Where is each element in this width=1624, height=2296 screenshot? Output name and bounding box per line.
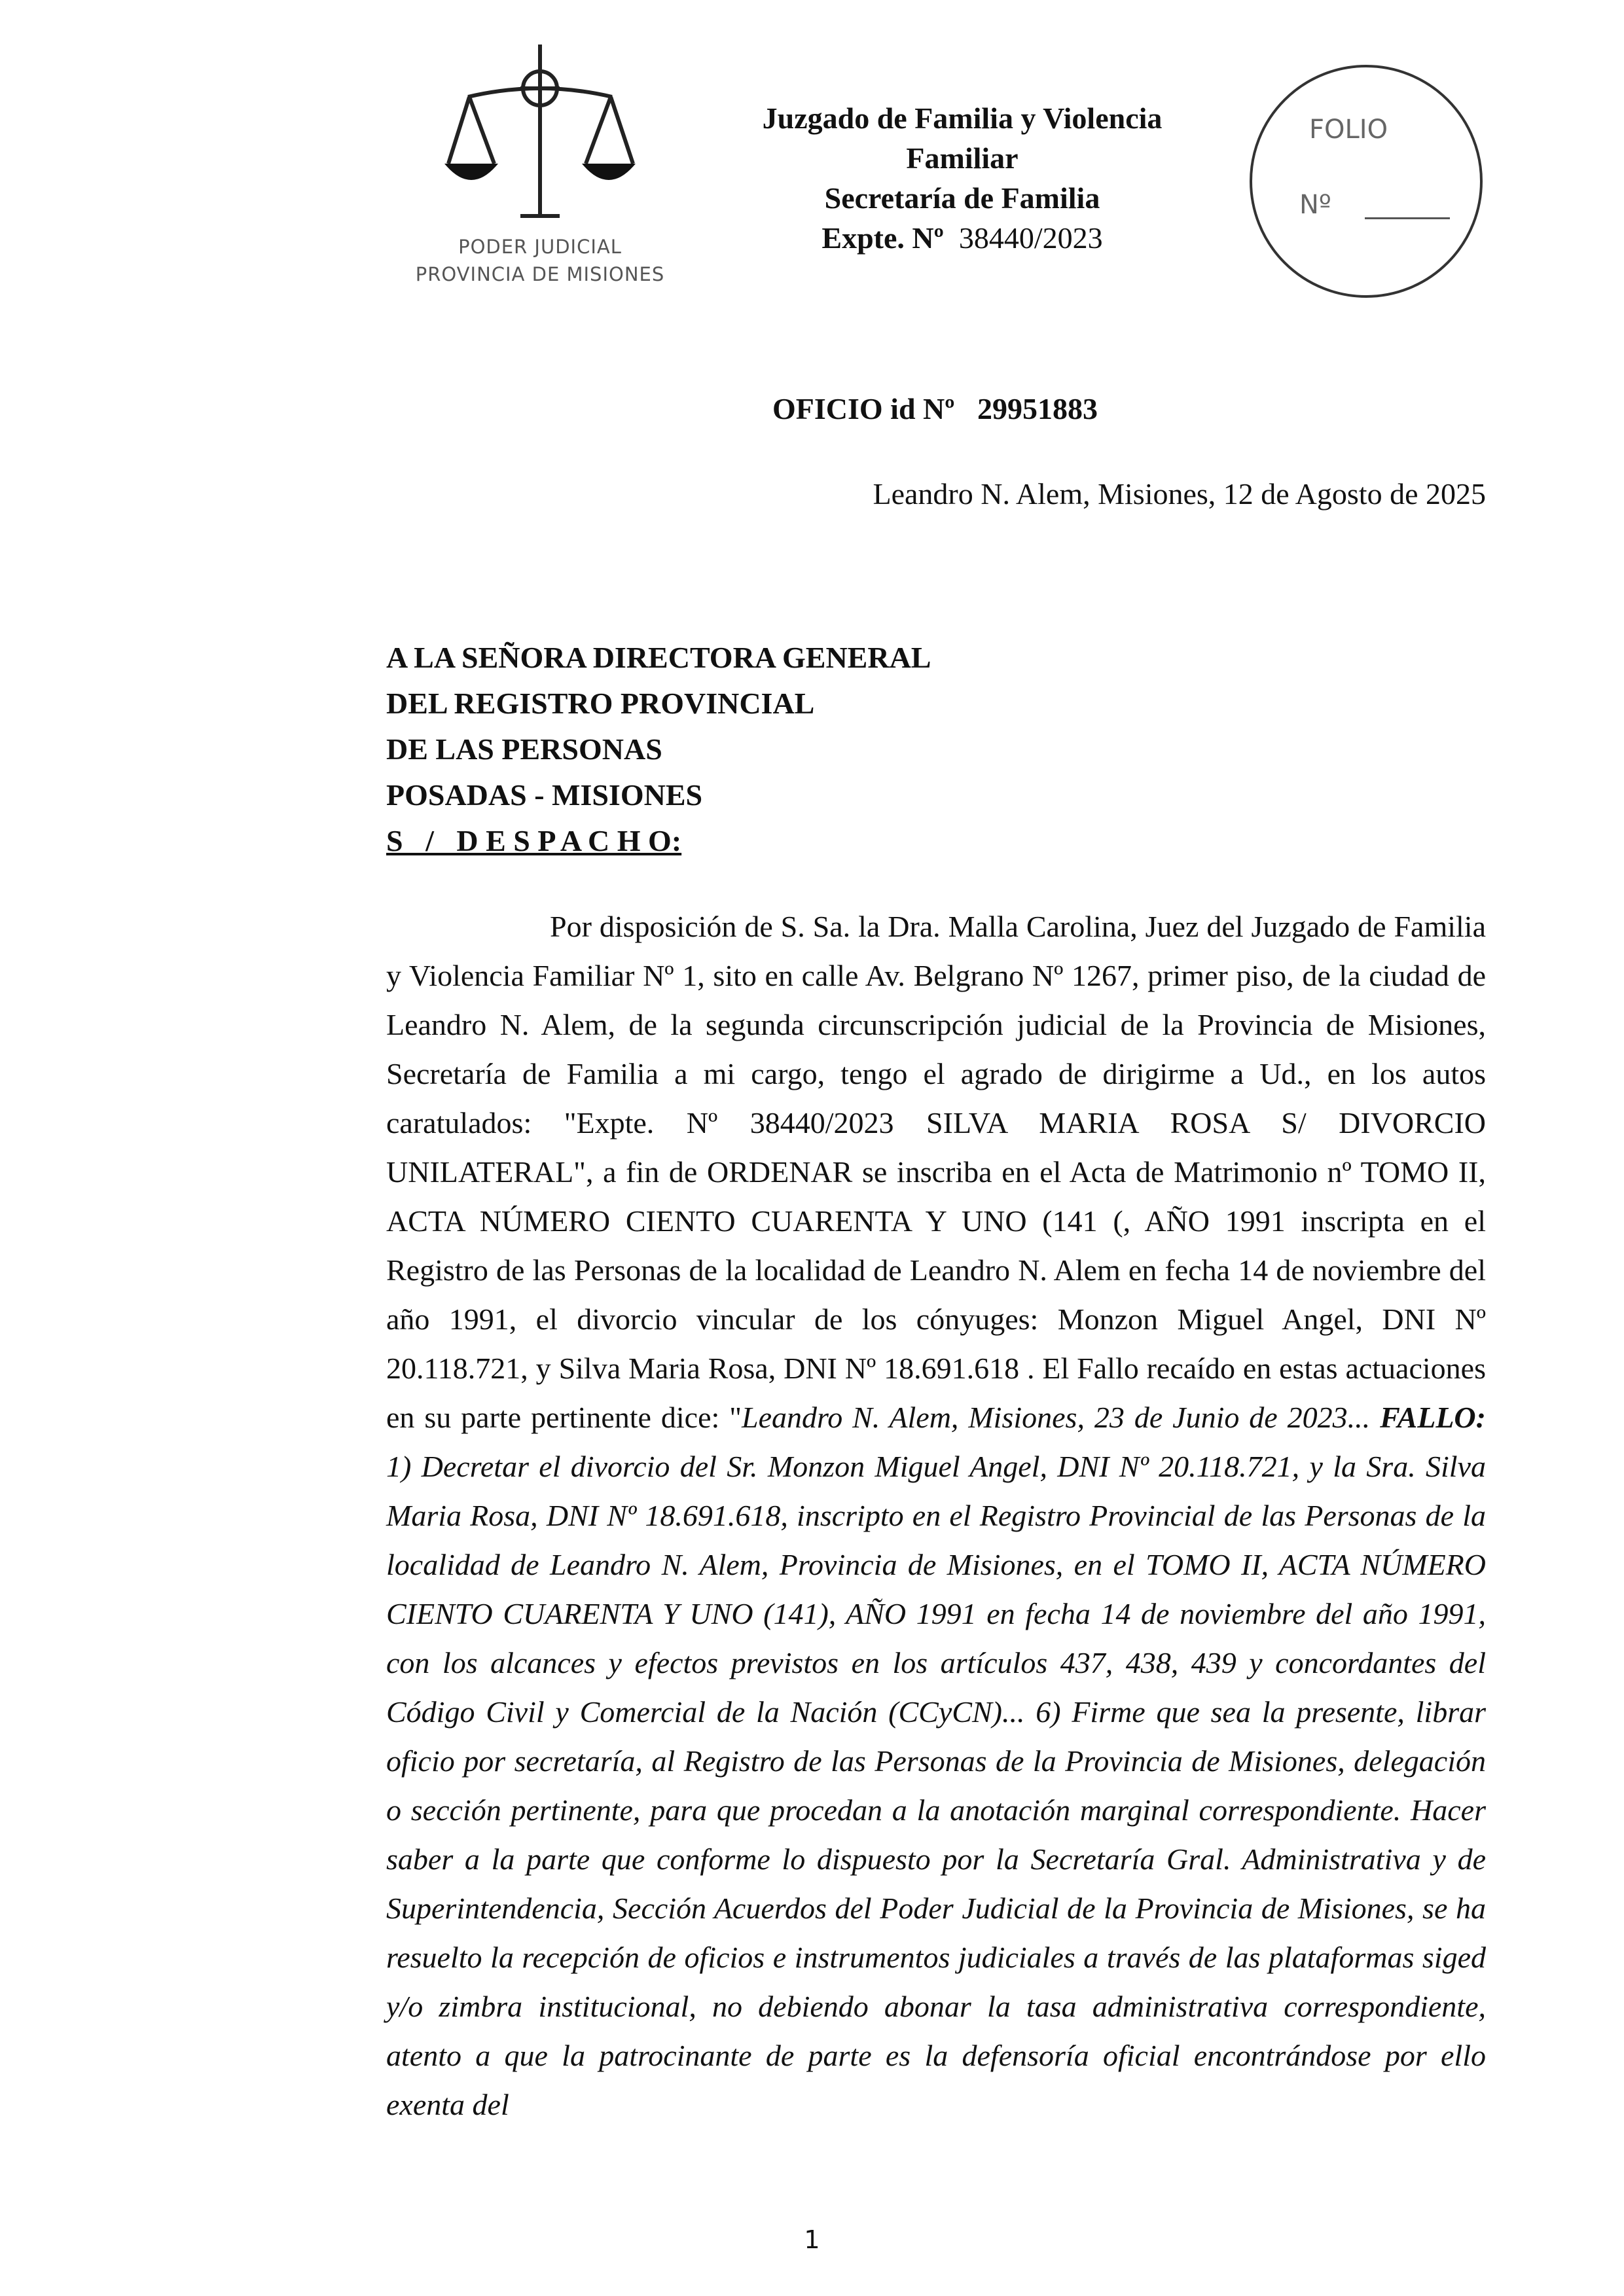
fallo-label: FALLO: <box>1380 1401 1486 1434</box>
addressee-line4: POSADAS - MISIONES <box>386 778 703 812</box>
court-header <box>668 98 1257 258</box>
addressee-line1: A LA SEÑORA DIRECTORA GENERAL <box>386 641 931 674</box>
document-body <box>386 902 1486 2129</box>
expediente <box>668 218 1257 258</box>
folio-number-label: Nº <box>1299 190 1331 220</box>
oficio-label: OFICIO id Nº <box>772 392 955 425</box>
secretaria: Secretaría de Familia <box>824 181 1100 215</box>
logo-text-provincia: PROVINCIA DE MISIONES <box>415 263 665 285</box>
oficio-id <box>772 391 1098 426</box>
expediente-label: Expte. Nº <box>821 221 944 255</box>
court-logo <box>406 39 674 288</box>
scales-of-justice-icon <box>442 39 638 236</box>
court-name-line2: Familiar <box>906 141 1019 175</box>
addressee-block <box>386 635 931 864</box>
oficio-number: 29951883 <box>977 392 1098 425</box>
body-paragraph <box>386 902 1486 2129</box>
folio-seal-circle <box>1247 62 1486 301</box>
quote-date: Leandro N. Alem, Misiones, 23 de Junio de 2023... <box>742 1401 1380 1434</box>
page-number: 1 <box>804 2225 820 2254</box>
expediente-number: 38440/2023 <box>958 221 1103 255</box>
despacho-line: S / D E S P A C H O: <box>386 824 682 857</box>
place-and-date: Leandro N. Alem, Misiones, 12 de Agosto de 2025 <box>873 477 1486 511</box>
addressee-line3: DE LAS PERSONAS <box>386 732 662 766</box>
addressee-line2: DEL REGISTRO PROVINCIAL <box>386 687 815 720</box>
logo-text-poder-judicial: PODER JUDICIAL <box>458 236 622 258</box>
folio-label: FOLIO <box>1309 115 1388 145</box>
court-name-line1: Juzgado de Familia y Violencia <box>762 101 1163 135</box>
body-text: Por disposición de S. Sa. la Dra. Malla Carolina, Juez del Juzgado de Familia y Violencia Familiar Nº 1, sito en calle Av. Belgrano Nº 1267, primer piso, de la ciudad de Leandro N. Alem, de la segunda circunscripción judicial de la Provincia de Misiones, Secretaría de Familia a mi cargo, tengo el agrado de dirigirme a Ud., en los autos caratulados: "Expte. Nº 38440/2023 SILVA MARIA ROSA S/ DIVORCIO UNILATERAL", a fin de ORDENAR se inscriba en el Acta de Matrimonio nº TOMO II, ACTA NÚMERO CIENTO CUARENTA Y UNO (141 (, AÑO 1991 inscripta en el Registro de las Personas de la localidad de Leandro N. Alem en fecha 14 de noviembre del año 1991, el divorcio vincular de los cónyuges: Monzon Miguel Angel, DNI Nº 20.118.721, y Silva Maria Rosa, DNI Nº 18.691.618 . El Fallo recaído en estas actuaciones en su parte pertinente dice: " <box>386 910 1486 1434</box>
folio-number-blank <box>1365 217 1450 219</box>
fallo-text: 1) Decretar el divorcio del Sr. Monzon Miguel Angel, DNI Nº 20.118.721, y la Sra. Silva Maria Rosa, DNI Nº 18.691.618, inscripto en el Registro Provincial de las Personas de la localidad de Leandro N. Alem, Provincia de Misiones, en el TOMO II, ACTA NÚMERO CIENTO CUARENTA Y UNO (141), AÑO 1991 en fecha 14 de noviembre del año 1991, con los alcances y efectos previstos en los artículos 437, 438, 439 y concordantes del Código Civil y Comercial de la Nación (CCyCN)... 6) Firme que sea la presente, librar oficio por secretaría, al Registro de las Personas de la Provincia de Misiones, delegación o sección pertinente, para que procedan a la anotación marginal correspondiente. Hacer saber a la parte que conforme lo dispuesto por la Secretaría Gral. Administrativa y de Superintendencia, Sección Acuerdos del Poder Judicial de la Provincia de Misiones, se ha resuelto la recepción de oficios e instrumentos judiciales a través de las plataformas siged y/o zimbra institucional, no debiendo abonar la tasa administrativa correspondiente, atento a que la patrocinante de parte es la defensoría oficial encontrándose por ello exenta del <box>386 1450 1486 2121</box>
